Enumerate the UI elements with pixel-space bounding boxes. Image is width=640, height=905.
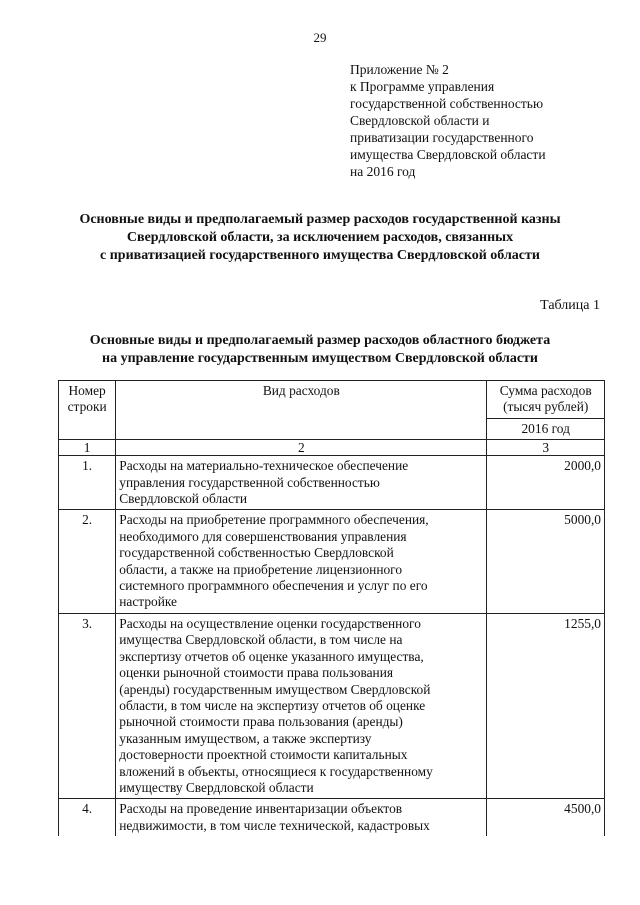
description-line: Расходы на осуществление оценки государственного bbox=[119, 615, 421, 631]
expense-description bbox=[116, 799, 487, 836]
appendix-line: к Программе управления bbox=[350, 79, 495, 94]
document-title bbox=[40, 211, 600, 265]
table-label: Таблица 1 bbox=[540, 298, 600, 313]
table-row bbox=[59, 456, 605, 510]
expense-amount: 2000,0 bbox=[487, 456, 605, 510]
expense-description bbox=[116, 510, 487, 613]
title-line: с приватизацией государственного имущества Свердловской области bbox=[100, 248, 540, 263]
description-line: государственной собственностью Свердловской bbox=[119, 545, 394, 561]
appendix-line: приватизации государственного bbox=[350, 130, 534, 145]
description-line: Расходы на приобретение программного обеспечения, bbox=[119, 512, 429, 528]
appendix-line: имущества Свердловской области bbox=[350, 147, 546, 162]
appendix-line: государственной собственностью bbox=[350, 96, 544, 111]
description-line: имуществу Свердловской области bbox=[119, 779, 314, 795]
table-row bbox=[59, 613, 605, 798]
row-number: 3. bbox=[59, 613, 116, 798]
expense-amount: 5000,0 bbox=[487, 510, 605, 613]
title-line: Основные виды и предполагаемый размер расходов государственной казны bbox=[79, 212, 561, 227]
header-year: 2016 год bbox=[487, 418, 605, 439]
header-expense-sum: Сумма расходов (тысяч рублей) bbox=[487, 381, 605, 419]
description-line: вложений в объекты, относящиеся к государственному bbox=[119, 763, 433, 779]
description-line: настройке bbox=[119, 594, 177, 610]
column-index: 1 bbox=[59, 440, 116, 456]
description-line: управления государственной собственностью bbox=[119, 474, 380, 490]
appendix-line: на 2016 год bbox=[350, 164, 416, 179]
row-number: 2. bbox=[59, 510, 116, 613]
expenses-table bbox=[58, 380, 605, 836]
table-row bbox=[59, 799, 605, 836]
description-line: (аренды) государственным имуществом Свердловской bbox=[119, 681, 431, 697]
description-line: области, в том числе на экспертизу отчетов об оценке bbox=[119, 697, 426, 713]
description-line: оценки рыночной стоимости права пользования bbox=[119, 665, 394, 681]
table-title-line: Основные виды и предполагаемый размер расходов областного бюджета bbox=[89, 333, 551, 348]
column-index: 3 bbox=[487, 440, 605, 456]
table-title-line: на управление государственным имуществом Свердловской области bbox=[102, 351, 538, 366]
appendix-line: Свердловской области и bbox=[350, 113, 490, 128]
description-line: Расходы на проведение инвентаризации объектов bbox=[119, 801, 403, 817]
description-line: области, а также на приобретение лицензионного bbox=[119, 561, 403, 577]
appendix-line: Приложение № 2 bbox=[350, 62, 449, 77]
table-title bbox=[40, 332, 600, 368]
expense-description bbox=[116, 613, 487, 798]
description-line: системного программного обеспечения и услуг по его bbox=[119, 578, 428, 594]
column-index: 2 bbox=[116, 440, 487, 456]
header-row-number: Номер строки bbox=[59, 381, 116, 440]
description-line: достоверности проектной стоимости капитальных bbox=[119, 747, 408, 763]
title-line: Свердловской области, за исключением расходов, связанных bbox=[126, 230, 514, 245]
description-line: указанным имуществом, а также экспертизу bbox=[119, 730, 372, 746]
description-line: Свердловской области bbox=[119, 491, 248, 507]
description-line: необходимого для совершенствования управления bbox=[119, 528, 407, 544]
table-row bbox=[59, 510, 605, 613]
appendix-note bbox=[350, 61, 630, 180]
expense-amount: 4500,0 bbox=[487, 799, 605, 836]
row-number: 4. bbox=[59, 799, 116, 836]
description-line: имущества Свердловской области, в том числе на bbox=[119, 632, 403, 648]
expense-amount: 1255,0 bbox=[487, 613, 605, 798]
description-line: рыночной стоимости права пользования (аренды) bbox=[119, 714, 403, 730]
description-line: недвижимости, в том числе технической, кадастровых bbox=[119, 817, 430, 833]
page-number: 29 bbox=[313, 30, 327, 45]
header-expense-kind: Вид расходов bbox=[116, 381, 487, 440]
row-number: 1. bbox=[59, 456, 116, 510]
description-line: экспертизу отчетов об оценке указанного имущества, bbox=[119, 648, 424, 664]
description-line: Расходы на материально-техническое обеспечение bbox=[119, 458, 409, 474]
expense-description bbox=[116, 456, 487, 510]
